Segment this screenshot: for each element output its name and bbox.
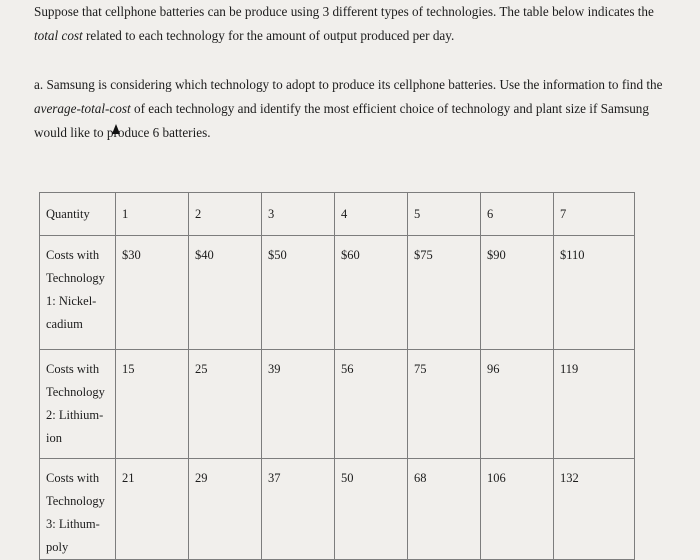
cost-cell: $60	[341, 248, 360, 262]
cost-cell: 106	[487, 471, 506, 485]
cost-cell: 68	[414, 471, 427, 485]
cost-cell: 15	[122, 362, 135, 376]
cost-cell: 37	[268, 471, 281, 485]
cost-cell: $50	[268, 248, 287, 262]
cost-cell: 39	[268, 362, 281, 376]
cost-cell: 29	[195, 471, 208, 485]
cost-cell: 119	[560, 362, 579, 376]
quantity-header: Quantity	[46, 207, 90, 221]
row-label: Costs with Technology 3: Lithum- poly	[46, 471, 105, 554]
table-header-row	[40, 193, 635, 236]
quantity-cell: 2	[195, 207, 202, 221]
mouse-cursor-icon	[112, 124, 120, 134]
table-row-technology-2	[40, 350, 635, 459]
table-row-technology-1	[40, 236, 635, 350]
quantity-cell: 5	[414, 207, 421, 221]
cost-cell: $30	[122, 248, 141, 262]
cost-cell: 50	[341, 471, 354, 485]
cost-cell: $75	[414, 248, 433, 262]
question-a-paragraph: a. Samsung is considering which technology to adopt to produce its cellphone batteries. Use the information to find the average-total-cost of each technology and identify the most efficient choice of technology and plant size if Samsung would like to produce 6 batteries.	[34, 77, 663, 140]
table-row-technology-3	[40, 459, 635, 560]
cost-cell: 75	[414, 362, 427, 376]
average-total-cost-emphasis: average-total-cost	[34, 101, 131, 116]
total-cost-emphasis: total cost	[34, 28, 83, 43]
row-label: Costs with Technology 2: Lithium- ion	[46, 362, 105, 445]
cost-table	[39, 192, 635, 560]
cost-cell: $110	[560, 248, 585, 262]
cost-cell: 21	[122, 471, 135, 485]
row-label: Costs with Technology 1: Nickel- cadium	[46, 248, 105, 331]
cost-cell: 132	[560, 471, 579, 485]
quantity-cell: 6	[487, 207, 494, 221]
quantity-cell: 1	[122, 207, 129, 221]
cost-cell: $40	[195, 248, 214, 262]
quantity-cell: 7	[560, 207, 567, 221]
cost-cell: 25	[195, 362, 208, 376]
intro-paragraph: Suppose that cellphone batteries can be produce using 3 different types of technologies. The table below indicates the total cost related to each technology for the amount of output produced per day.	[34, 4, 654, 43]
cost-cell: 56	[341, 362, 354, 376]
cost-cell: $90	[487, 248, 506, 262]
quantity-cell: 4	[341, 207, 348, 221]
cost-cell: 96	[487, 362, 500, 376]
quantity-cell: 3	[268, 207, 275, 221]
